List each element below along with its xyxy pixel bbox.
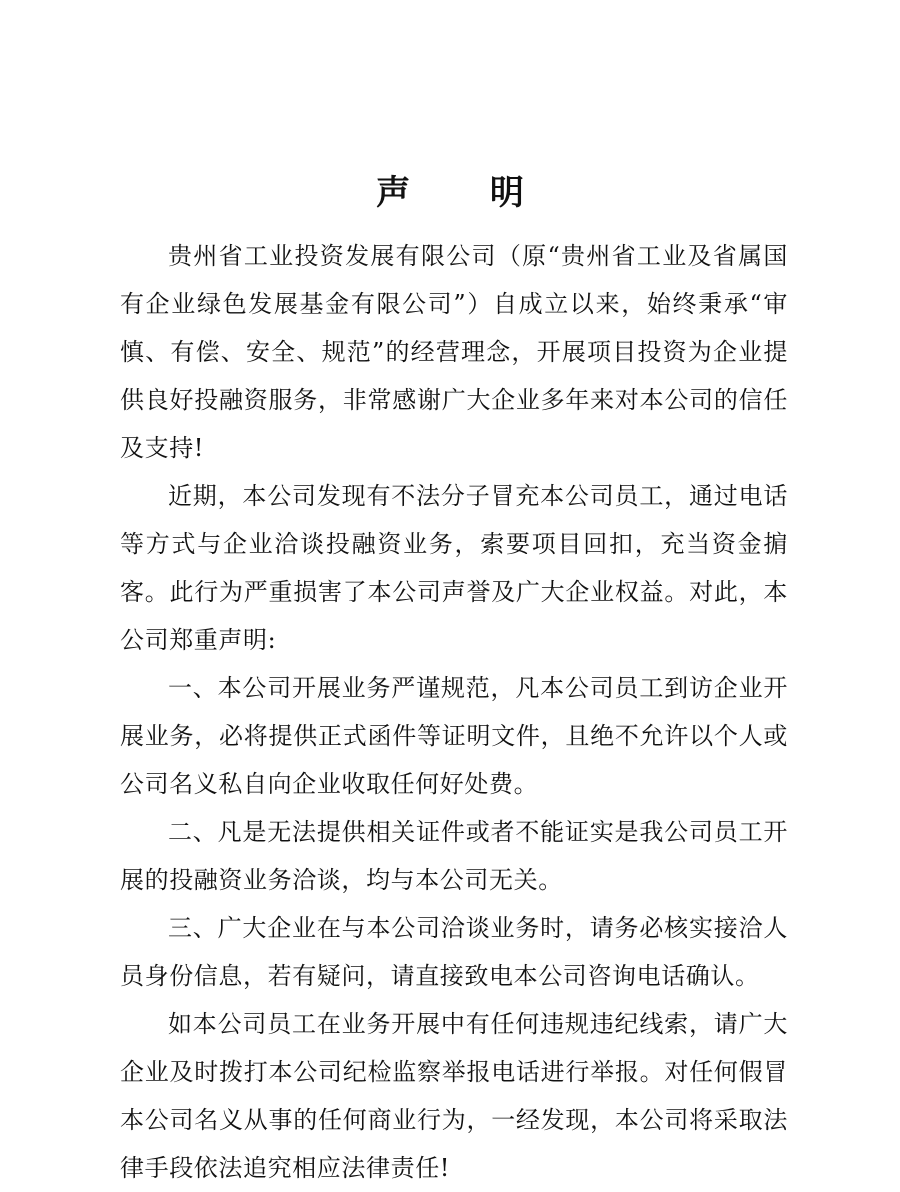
paragraph-intro: 贵州省工业投资发展有限公司（原“贵州省工业及省属国有企业绿色发展基金有限公司”）自成立以来，始终秉承“审慎、有偿、安全、规范”的经营理念，开展项目投资为企业提供良好投融资服务，非常感谢广大企业多年来对本公司的信任及支持! (120, 242, 788, 462)
paragraph-point-two: 二、凡是无法提供相关证件或者不能证实是我公司员工开展的投融资业务洽谈，均与本公司无关。 (120, 818, 788, 894)
paragraph-recent-fraud: 近期，本公司发现有不法分子冒充本公司员工，通过电话等方式与企业洽谈投融资业务，索要项目回扣，充当资金掮客。此行为严重损害了本公司声誉及广大企业权益。对此，本公司郑重声明: (120, 482, 788, 654)
paragraph-point-three: 三、广大企业在与本公司洽谈业务时，请务必核实接洽人员身份信息，若有疑问，请直接致电本公司咨询电话确认。 (120, 914, 788, 990)
paragraph-reporting: 如本公司员工在业务开展中有任何违规违纪线索，请广大企业及时拨打本公司纪检监察举报电话进行举报。对任何假冒本公司名义从事的任何商业行为，一经发现，本公司将采取法律手段依法追究相应法律责任! (120, 1010, 788, 1182)
page-title: 声 明 (376, 173, 558, 213)
statement-body (120, 232, 788, 1192)
paragraph-point-one: 一、本公司开展业务严谨规范，凡本公司员工到访企业开展业务，必将提供正式函件等证明文件，且绝不允许以个人或公司名义私自向企业收取任何好处费。 (120, 674, 788, 798)
